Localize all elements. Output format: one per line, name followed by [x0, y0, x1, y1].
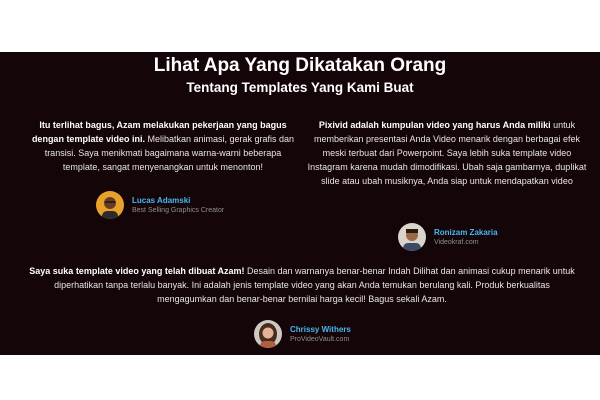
- testimonial-quote-3-bold: Saya suka template video yang telah dibuat Azam!: [29, 266, 245, 276]
- author-name: Ronizam Zakaria: [434, 227, 498, 237]
- testimonial-quote-2-text: untuk memberikan presentasi Anda Video menarik dengan berbagai efek meski terbuat dari Powerpoint. Saya lebih suka template video Instagram karena mudah dimodifikasi. Ubah saja gambarnya, duplikat slide atau ubah musiknya, Anda siap untuk mendapatkan video: [307, 120, 587, 186]
- testimonials-section: [0, 52, 600, 355]
- testimonial-quote-3-text: Desain dan warnanya benar-benar Indah Dilihat dan animasi cukup menarik untuk diperhatikan tanpa terlalu banyak. Ini adalah jenis template video yang akan Anda temukan berulang kali. Produk berkualitas mengagumkan dan benar-benar bernilai harga kecil! Bagus sekali Azam.: [54, 266, 575, 304]
- author-role: Best Selling Graphics Creator: [132, 206, 225, 214]
- testimonial-quote-3: [28, 264, 576, 306]
- testimonial-quote-1-bold: Itu terlihat bagus, Azam melakukan pekerjaan yang bagus dengan template video ini.: [31, 120, 287, 144]
- author-role: ProVideoVault.com: [290, 335, 350, 343]
- author-name: Lucas Adamski: [132, 195, 191, 205]
- testimonial-author-1: [96, 191, 224, 219]
- testimonial-quote-2: [304, 118, 590, 188]
- testimonial-author-2: [398, 223, 498, 251]
- author-role: Videokraf.com: [434, 238, 479, 246]
- avatar-man-icon: [96, 191, 124, 219]
- section-subtitle: Tentang Templates Yang Kami Buat: [186, 80, 414, 95]
- testimonial-author-3: [254, 320, 351, 348]
- testimonial-quote-1-text: Melibatkan animasi, gerak grafis dan transisi. Saya menikmati bagaimana warna-warni beberapa template, sangat menyenangkan untuk menonton!: [44, 134, 295, 172]
- avatar-woman-icon: [254, 320, 282, 348]
- avatar-man-icon: [398, 223, 426, 251]
- testimonial-quote-1: [28, 118, 298, 174]
- testimonial-quote-2-bold: Pixivid adalah kumpulan video yang harus Anda miliki: [318, 120, 551, 130]
- author-name: Chrissy Withers: [290, 324, 351, 334]
- section-title: Lihat Apa Yang Dikatakan Orang: [153, 55, 447, 76]
